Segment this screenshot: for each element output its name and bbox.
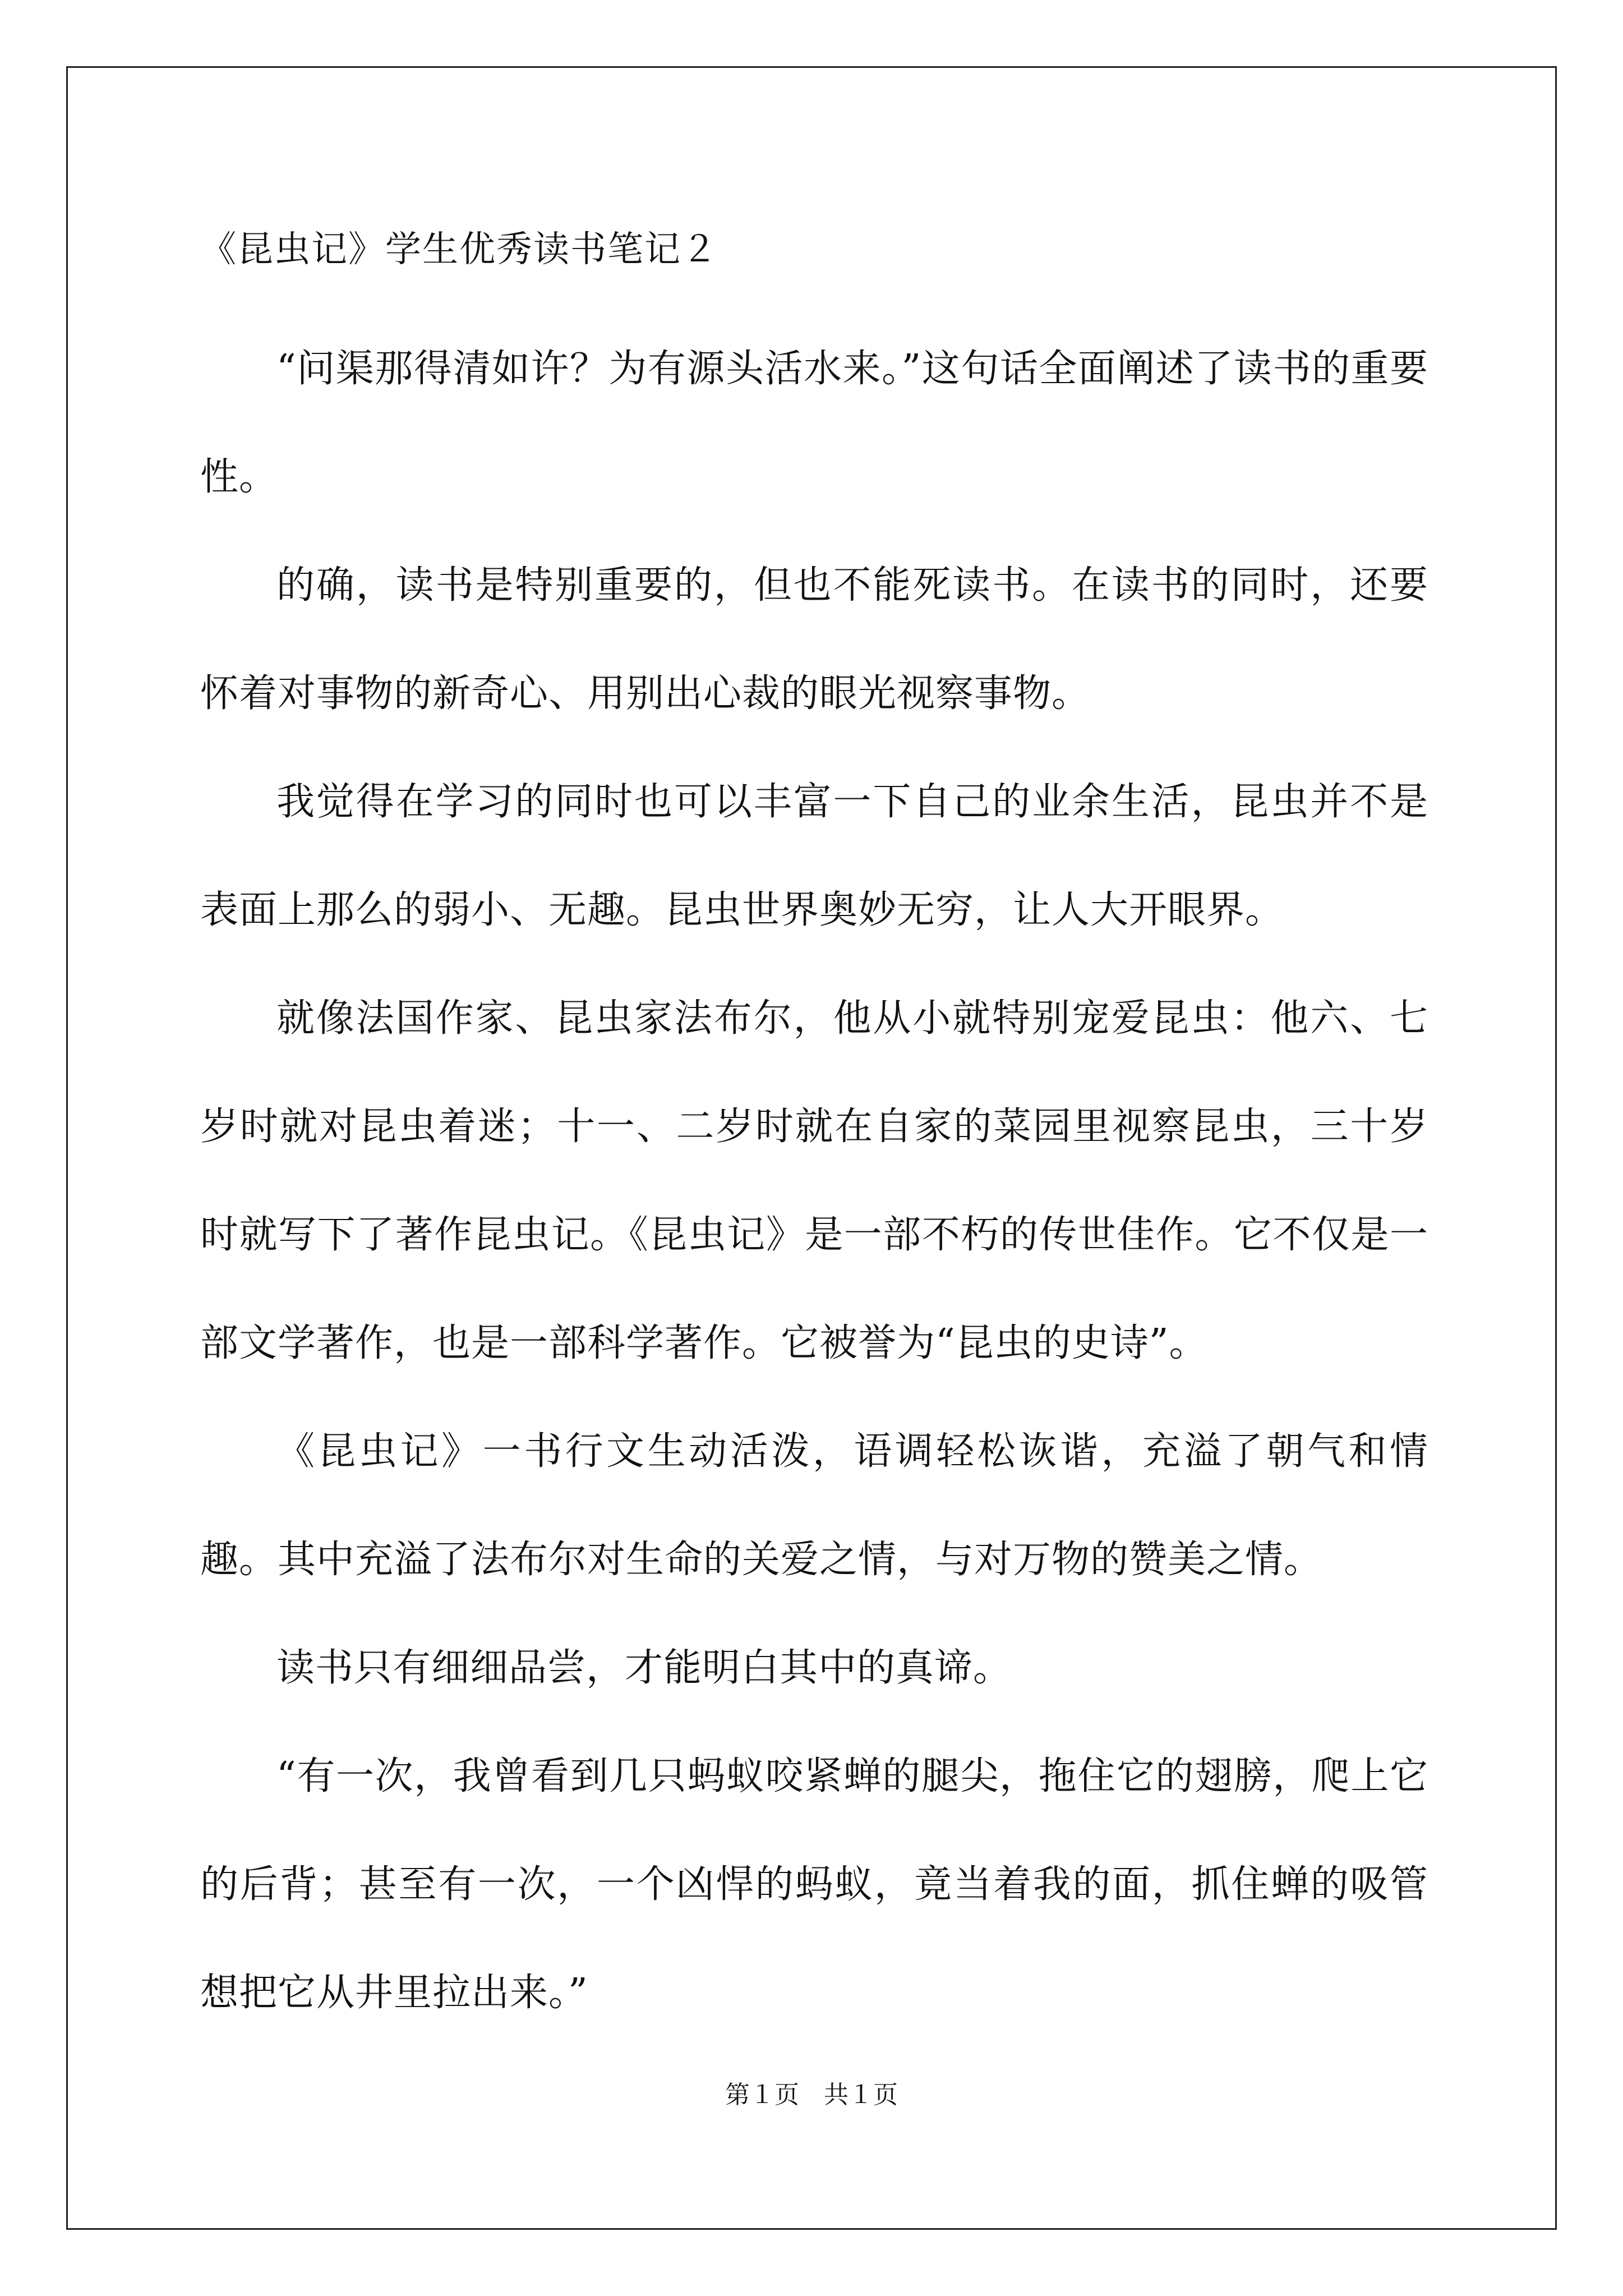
- document-body: [200, 216, 1428, 2047]
- paragraph-6: 读书只有细细品尝，才能明白其中的真谛。: [276, 1646, 1012, 1690]
- paragraph-1: “问渠那得清如许？为有源头活水来。”这句话全面阐述了读书的重要性。: [200, 347, 1428, 499]
- document-title: 《昆虫记》学生优秀读书笔记２: [200, 229, 718, 270]
- paragraph-3: 我觉得在学习的同时也可以丰富一下自己的业余生活，昆虫并不是表面上那么的弱小、无趣。昆虫世界奥妙无穷，让人大开眼界。: [200, 780, 1428, 932]
- paragraph-7: “有一次，我曾看到几只蚂蚁咬紧蝉的腿尖，拖住它的翅膀，爬上它的后背；甚至有一次，一个凶悍的蚂蚁，竟当着我的面，抓住蝉的吸管想把它从井里拉出来。”: [200, 1754, 1428, 2015]
- paragraph-4: 就像法国作家、昆虫家法布尔，他从小就特别宠爱昆虫：他六、七岁时就对昆虫着迷；十一、二岁时就在自家的菜园里视察昆虫，三十岁时就写下了著作昆虫记。《昆虫记》是一部不朽的传世佳作。它不仅是一部文学著作，也是一部科学著作。它被誉为“昆虫的史诗”。: [200, 996, 1428, 1365]
- paragraph-2: 的确，读书是特别重要的，但也不能死读书。在读书的同时，还要怀着对事物的新奇心、用别出心裁的眼光视察事物。: [200, 563, 1428, 716]
- paragraph-5: 《昆虫记》一书行文生动活泼，语调轻松诙谐，充溢了朝气和情趣。其中充溢了法布尔对生命的关爱之情，与对万物的赞美之情。: [200, 1429, 1428, 1582]
- page-footer: 第１页 共１页: [725, 2081, 898, 2109]
